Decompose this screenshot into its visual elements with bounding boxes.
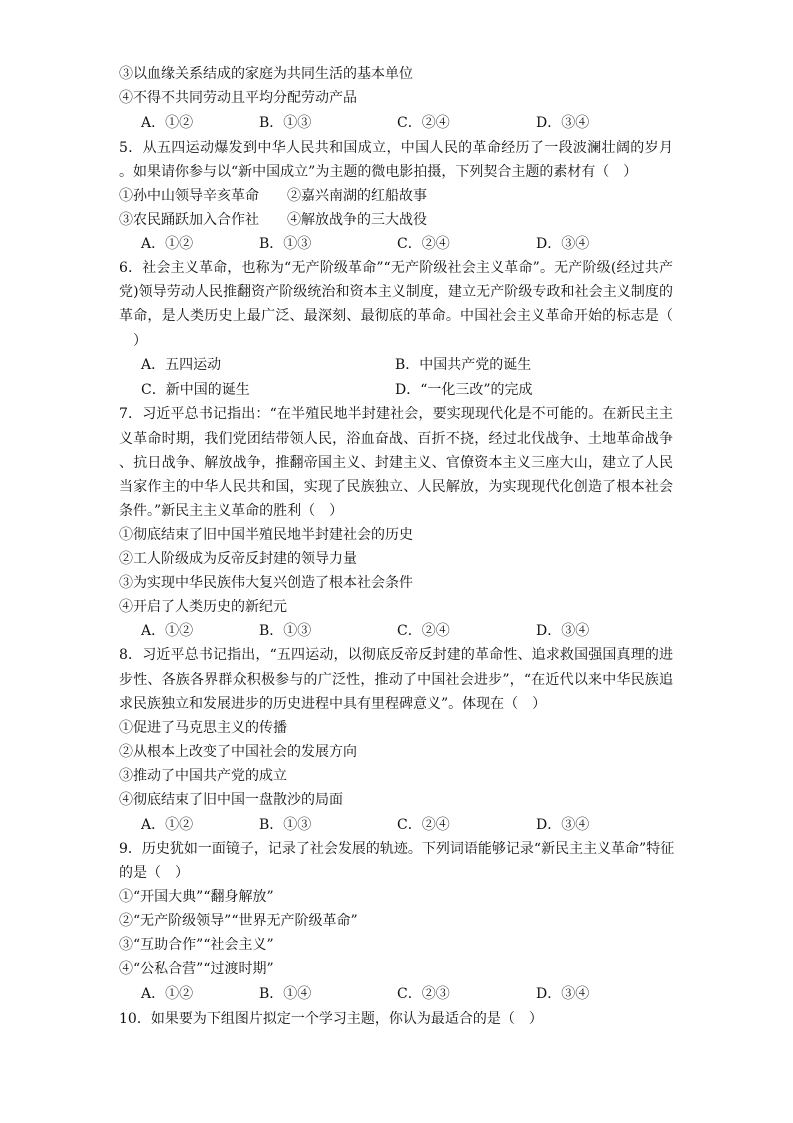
text-line: ①彻底结束了旧中国半殖民地半封建社会的历史 — [119, 527, 413, 543]
answer-options-row — [141, 234, 661, 254]
text-line: 9．历史犹如一面镜子，记录了社会发展的轨迹。下列词语能够记录“新民主主义革命”特征 — [119, 841, 675, 857]
answer-option: B．①③ — [259, 115, 312, 131]
text-line: ①孙中山领导辛亥革命 ②嘉兴南湖的红船故事 — [119, 188, 427, 204]
text-line: 的是（ ） — [119, 865, 189, 881]
answer-option: C．②④ — [397, 817, 450, 833]
answer-option: D．③④ — [536, 623, 590, 639]
answer-option: C．②④ — [397, 236, 450, 252]
answer-option: D．③④ — [536, 986, 590, 1002]
text-line: 义革命时期，我们党团结带领人民，浴血奋战、百折不挠，经过北伐战争、土地革命战争 — [119, 431, 673, 447]
text-line: ③推动了中国共产党的成立 — [119, 768, 287, 784]
answer-options-row — [141, 621, 661, 641]
answer-options-row — [141, 815, 661, 835]
answer-option: D．“一化三改”的完成 — [395, 382, 533, 398]
answer-option: C．②③ — [397, 986, 450, 1002]
text-line: ②“无产阶级领导”“世界无产阶级革命” — [119, 913, 358, 929]
text-line: ④彻底结束了旧中国一盘散沙的局面 — [119, 792, 343, 808]
text-line: 5．从五四运动爆发到中华人民共和国成立，中国人民的革命经历了一段波澜壮阔的岁月 — [119, 140, 673, 156]
answer-option: B．①③ — [259, 236, 312, 252]
text-line: ④开启了人类历史的新纪元 — [119, 599, 287, 615]
answer-option: A．五四运动 — [141, 357, 222, 373]
answer-options-row — [141, 113, 661, 133]
text-line: 8．习近平总书记指出，“五四运动，以彻底反帝反封建的革命性、追求救国强国真理的进 — [119, 647, 673, 663]
text-line: 6．社会主义革命，也称为“无产阶级革命”“无产阶级社会主义革命”。无产阶级(经过共产 — [119, 260, 673, 276]
text-line: 条件。”新民主主义革命的胜利（ ） — [119, 503, 344, 519]
answer-option: D．③④ — [536, 817, 590, 833]
text-line: ） — [119, 333, 147, 349]
text-line: 、抗日战争、解放战争，推翻帝国主义、封建主义、官僚资本主义三座大山，建立了人民 — [119, 455, 673, 471]
text-line: 当家作主的中华人民共和国，实现了民族独立、人民解放，为实现现代化创造了根本社会 — [119, 479, 673, 495]
text-line: ②工人阶级成为反帝反封建的领导力量 — [119, 551, 357, 567]
text-line: ②从根本上改变了中国社会的发展方向 — [119, 744, 357, 760]
text-line: ①促进了马克思主义的传播 — [119, 720, 287, 736]
text-line: 7．习近平总书记指出：“在半殖民地半封建社会，要实现现代化是不可能的。在新民主主 — [119, 406, 673, 422]
text-line: ③为实现中华民族伟大复兴创造了根本社会条件 — [119, 575, 413, 591]
answer-option: B．①③ — [259, 623, 312, 639]
text-line: 党)领导劳动人民推翻资产阶级统治和资本主义制度，建立无产阶级专政和社会主义制度的 — [119, 284, 673, 300]
text-line: ③“互助合作”“社会主义” — [119, 937, 274, 953]
answer-option: A．①② — [141, 236, 194, 252]
answer-option: C．新中国的诞生 — [141, 382, 250, 398]
answer-option: D．③④ — [536, 236, 590, 252]
answer-options-row — [141, 984, 661, 1004]
answer-option: D．③④ — [536, 115, 590, 131]
text-line: 革命，是人类历史上最广泛、最深刻、最彻底的革命。中国社会主义革命开始的标志是（ — [119, 308, 673, 324]
text-line: ③农民踊跃加入合作社 ④解放战争的三大战役 — [119, 212, 427, 228]
text-line: ④“公私合营”“过渡时期” — [119, 961, 274, 977]
answer-option: A．①② — [141, 986, 194, 1002]
answer-option: C．②④ — [397, 115, 450, 131]
text-line: 10．如果要为下组图片拟定一个学习主题，你认为最适合的是（ ） — [119, 1011, 543, 1027]
answer-option: B．①③ — [259, 817, 312, 833]
text-line: ①“开国大典”“翻身解放” — [119, 889, 274, 905]
text-line: ③以血缘关系结成的家庭为共同生活的基本单位 — [119, 66, 413, 82]
answer-options-row — [141, 380, 661, 400]
answer-option: A．①② — [141, 623, 194, 639]
answer-options-row — [141, 355, 661, 375]
answer-option: A．①② — [141, 115, 194, 131]
text-line: ④不得不共同劳动且平均分配劳动产品 — [119, 90, 357, 106]
text-line: 求民族独立和发展进步的历史进程中具有里程碑意义”。体现在（ ） — [119, 696, 547, 712]
text-line: 步性、各族各界群众积极参与的广泛性，推动了中国社会进步”，“在近代以来中华民族追 — [119, 672, 673, 688]
answer-option: B．①④ — [259, 986, 312, 1002]
answer-option: A．①② — [141, 817, 194, 833]
answer-option: C．②④ — [397, 623, 450, 639]
text-line: 。如果请你参与以“新中国成立”为主题的微电影拍摄，下列契合主题的素材有（ ） — [119, 164, 638, 180]
answer-option: B．中国共产党的诞生 — [395, 357, 532, 373]
